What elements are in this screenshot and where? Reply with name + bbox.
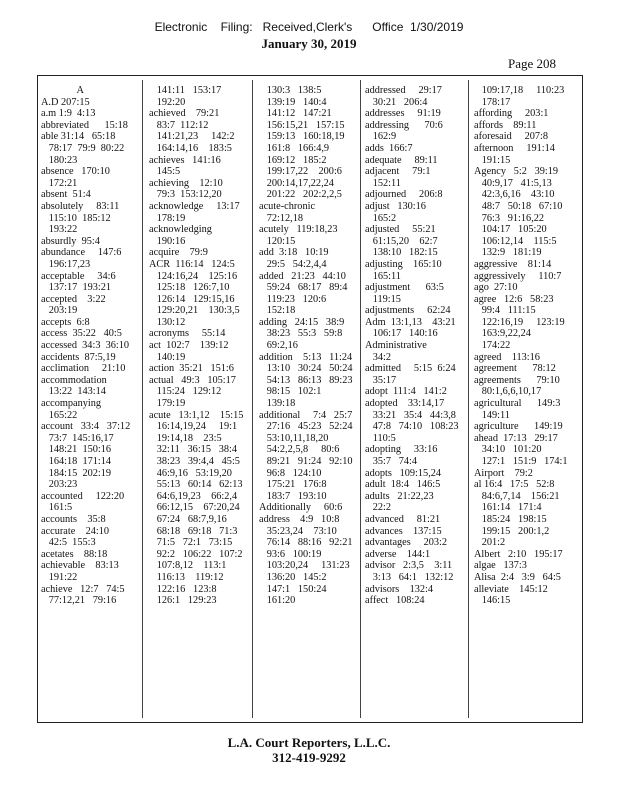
- index-entry-line: achieves 141:16: [149, 154, 221, 166]
- index-entry-line: 55:13 60:14 62:13: [149, 479, 243, 491]
- index-entry-line: 141:21,23 142:2: [149, 131, 235, 143]
- index-entry-line: 47:8 74:10 108:23: [365, 421, 459, 433]
- index-entry-line: alleviate 145:12: [474, 583, 548, 595]
- index-entry-line: 77:12,21 79:16: [41, 595, 117, 607]
- index-entry-line: achieve 12:7 74:5: [41, 583, 125, 595]
- index-entry-line: Agency 5:2 39:19: [474, 166, 559, 178]
- index-entry-line: 178:19: [149, 212, 186, 224]
- index-entry-line: 203:23: [41, 479, 78, 491]
- index-entry-line: 148:21 150:16: [41, 444, 112, 456]
- index-entry-line: abundance 147:6: [41, 247, 122, 259]
- index-entry-line: adverse 144:1: [365, 548, 431, 560]
- index-entry-line: adopt 111:4 141:2: [365, 386, 447, 398]
- index-entry-line: 175:21 176:8: [259, 479, 327, 491]
- index-entry-line: ago 27:10: [474, 282, 518, 294]
- index-column-4: [365, 85, 461, 607]
- index-entry-line: 83:7 112:12: [149, 119, 209, 131]
- index-entry-line: 115:10 185:12: [41, 212, 111, 224]
- index-entry-line: acquire 79:9: [149, 247, 208, 259]
- index-entry-line: achieving 12:10: [149, 177, 223, 189]
- index-entry-line: 152:18: [259, 305, 296, 317]
- index-entry-line: 35:7 74:4: [365, 456, 418, 467]
- column-divider: [252, 80, 253, 718]
- page-number: Page 208: [508, 56, 557, 71]
- index-entry-line: acute 13:1,12 15:15: [149, 409, 244, 421]
- index-entry-line: achieved 79:21: [149, 108, 220, 120]
- index-entry-line: 201:2: [474, 537, 506, 549]
- index-entry-line: 35:23,24 73:10: [259, 525, 337, 537]
- index-entry-line: adequate 89:11: [365, 154, 438, 166]
- index-entry-line: 68:18 69:18 71:3: [149, 525, 238, 537]
- index-entry-line: admitted 5:15 6:24: [365, 363, 456, 375]
- index-column-1: [41, 85, 137, 607]
- index-entry-line: 78:17 79:9 80:22: [41, 142, 125, 154]
- index-entry-line: adjustments 62:24: [365, 305, 451, 317]
- index-entry-line: 201:22 202:2,2,5: [259, 189, 342, 201]
- index-entry-line: 130:12: [149, 316, 186, 328]
- index-entry-line: adopting 33:16: [365, 444, 438, 456]
- index-entry-line: absurdly 95:4: [41, 235, 100, 247]
- index-entry-line: 191:22: [41, 571, 78, 583]
- index-entry-line: 48:7 50:18 67:10: [474, 200, 563, 212]
- index-entry-line: 110:5: [365, 432, 396, 444]
- index-entry-line: 84:6,7,14 156:21: [474, 490, 560, 502]
- index-entry-line: 169:12 185:2: [259, 154, 327, 166]
- index-entry-line: 161:8 166:4,9: [259, 142, 330, 154]
- index-entry-line: affect 108:24: [365, 595, 425, 607]
- column-divider: [142, 80, 143, 718]
- index-entry-line: 89:21 91:24 92:10: [259, 456, 353, 467]
- index-entry-line: 203:19: [41, 305, 78, 317]
- index-entry-line: 132:9 181:19: [474, 247, 542, 259]
- index-entry-line: 156:15,21 157:15: [259, 119, 345, 131]
- index-entry-line: accidents 87:5,19: [41, 351, 116, 363]
- index-entry-line: 185:24 198:15: [474, 513, 547, 525]
- footer-phone: 312-419-9292: [272, 750, 346, 765]
- index-entry-line: accounted 122:20: [41, 490, 125, 502]
- index-entry-line: act 102:7 139:12: [149, 340, 229, 352]
- index-entry-line: Airport 79:2: [474, 467, 533, 479]
- index-entry-line: 13:10 30:24 50:24: [259, 363, 353, 375]
- index-entry-line: 179:19: [149, 398, 186, 410]
- index-entry-line: 67:24 68:7,9,16: [149, 513, 227, 525]
- index-entry-line: accompanying: [41, 398, 102, 410]
- index-entry-line: accounts 35:8: [41, 513, 106, 525]
- index-entry-line: acknowledge 13:17: [149, 200, 240, 212]
- index-entry-line: 164:14,16 183:5: [149, 142, 232, 154]
- index-entry-line: added 21:23 44:10: [259, 270, 346, 282]
- index-entry-line: 42:3,6,16 43:10: [474, 189, 555, 201]
- index-entry-line: 136:20 145:2: [259, 571, 327, 583]
- index-entry-line: 141:12 147:21: [259, 108, 332, 120]
- index-entry-line: aggressive 81:14: [474, 258, 552, 270]
- index-entry-line: adults 21:22,23: [365, 490, 434, 502]
- index-entry-line: 27:16 45:23 52:24: [259, 421, 353, 433]
- index-entry-line: 129:20,21 130:3,5: [149, 305, 240, 317]
- index-entry-line: 125:18 126:7,10: [149, 282, 230, 294]
- index-entry-line: 19:14,18 23:5: [149, 432, 222, 444]
- index-entry-line: 64:6,19,23 66:2,4: [149, 490, 238, 502]
- index-entry-line: affords 89:11: [474, 119, 537, 131]
- index-entry-line: acetates 88:18: [41, 548, 108, 560]
- index-entry-line: achievable 83:13: [41, 560, 119, 572]
- index-entry-line: advantages 203:2: [365, 537, 448, 549]
- index-entry-line: 161:14 171:4: [474, 502, 542, 514]
- index-entry-line: acknowledging: [149, 224, 212, 236]
- index-entry-line: 106:12,14 115:5: [474, 235, 557, 247]
- index-entry-line: advances 137:15: [365, 525, 442, 537]
- index-entry-line: 141:11 153:17: [149, 85, 222, 96]
- index-entry-line: 174:22: [474, 340, 511, 352]
- index-entry-line: 73:7 145:16,17: [41, 432, 114, 444]
- index-entry-line: 184:15 202:19: [41, 467, 112, 479]
- index-entry-line: A: [41, 85, 84, 96]
- index-entry-line: 192:20: [149, 96, 186, 108]
- index-entry-line: 38:23 39:4,4 45:5: [149, 456, 240, 467]
- index-entry-line: 106:17 140:16: [365, 328, 438, 340]
- index-entry-line: 199:17,22 200:6: [259, 166, 342, 178]
- index-entry-line: 116:13 119:12: [149, 571, 224, 583]
- index-entry-line: 33:21 35:4 44:3,8: [365, 409, 456, 421]
- index-entry-line: accepts 6:8: [41, 316, 90, 328]
- index-entry-line: 72:12,18: [259, 212, 304, 224]
- index-entry-line: actual 49:3 105:17: [149, 374, 236, 386]
- filing-stamp-line: Electronic Filing: Received,Clerk's Office 1/30/2019: [154, 20, 464, 34]
- index-entry-line: 130:3 138:5: [259, 85, 322, 96]
- index-entry-line: 119:23 120:6: [259, 293, 327, 305]
- index-entry-line: adopts 109:15,24: [365, 467, 442, 479]
- index-entry-line: 196:17,23: [41, 258, 91, 270]
- index-entry-line: 3:13 64:1 132:12: [365, 571, 454, 583]
- index-entry-line: 96:8 124:10: [259, 467, 322, 479]
- index-entry-line: address 4:9 10:8: [259, 513, 340, 525]
- index-entry-line: adjacent 79:1: [365, 166, 431, 178]
- index-entry-line: 42:5 155:3: [41, 537, 96, 549]
- index-entry-line: 119:15: [365, 293, 401, 305]
- index-entry-line: Additionally 60:6: [259, 502, 343, 514]
- index-entry-line: 53:10,11,18,20: [259, 432, 329, 444]
- index-entry-line: 76:14 88:16 92:21: [259, 537, 353, 549]
- index-entry-line: acronyms 55:14: [149, 328, 226, 340]
- index-entry-line: agreements 79:10: [474, 374, 560, 386]
- index-entry-line: A.D 207:15: [41, 96, 90, 108]
- index-entry-line: adjustment 63:5: [365, 282, 444, 294]
- index-entry-line: adds 166:7: [365, 142, 413, 154]
- index-entry-line: 126:1 129:23: [149, 595, 217, 607]
- index-entry-line: acceptable 34:6: [41, 270, 116, 282]
- index-entry-line: 161:5: [41, 502, 73, 514]
- index-entry-line: acute-chronic: [259, 200, 316, 212]
- index-entry-line: adjusting 165:10: [365, 258, 442, 270]
- index-entry-line: 79:3 153:12,20: [149, 189, 222, 201]
- index-entry-line: 99:4 111:15: [474, 305, 536, 317]
- index-entry-line: addressed 29:17: [365, 85, 442, 96]
- index-entry-line: adjust 130:16: [365, 200, 426, 212]
- index-entry-line: 164:18 171:14: [41, 456, 112, 467]
- index-entry-line: 109:17,18 110:23: [474, 85, 565, 96]
- index-entry-line: 139:18: [259, 398, 296, 410]
- index-entry-line: ACR 116:14 124:5: [149, 258, 235, 270]
- index-entry-line: 163:9,22,24: [474, 328, 531, 340]
- index-entry-line: 145:5: [149, 166, 181, 178]
- index-entry-line: 76:3 91:16,22: [474, 212, 545, 224]
- index-entry-line: agricultural 149:3: [474, 398, 561, 410]
- index-entry-line: 165:11: [365, 270, 401, 282]
- index-entry-line: 59:24 68:17 89:4: [259, 282, 348, 294]
- index-entry-line: algae 137:3: [474, 560, 527, 572]
- index-entry-line: 180:23: [41, 154, 78, 166]
- index-entry-line: 193:22: [41, 224, 78, 236]
- column-divider: [360, 80, 361, 718]
- index-entry-line: 178:17: [474, 96, 511, 108]
- index-entry-line: 54:2,2,5,8 80:6: [259, 444, 340, 456]
- index-entry-line: Adm 13:1,13 43:21: [365, 316, 456, 328]
- index-entry-line: 66:12,15 67:20,24: [149, 502, 240, 514]
- index-entry-line: 38:23 55:3 59:8: [259, 328, 343, 340]
- index-entry-line: 165:22: [41, 409, 78, 421]
- index-entry-line: 139:19 140:4: [259, 96, 327, 108]
- index-entry-line: 16:14,19,24 19:1: [149, 421, 238, 433]
- index-entry-line: 200:14,17,22,24: [259, 177, 334, 189]
- index-entry-line: 13:22 143:14: [41, 386, 106, 398]
- index-entry-line: aforesaid 207:8: [474, 131, 549, 143]
- index-entry-line: 122:16 123:8: [149, 583, 217, 595]
- index-entry-line: add 3:18 10:19: [259, 247, 329, 259]
- index-entry-line: 149:11: [474, 409, 510, 421]
- index-entry-line: 146:15: [474, 595, 511, 607]
- index-entry-line: 29:5 54:2,4,4: [259, 258, 327, 270]
- index-entry-line: accessed 34:3 36:10: [41, 340, 130, 352]
- index-entry-line: agreed 113:16: [474, 351, 540, 363]
- index-entry-line: 107:8,12 113:1: [149, 560, 227, 572]
- filing-date: January 30, 2019: [261, 36, 357, 51]
- footer-company: L.A. Court Reporters, L.L.C.: [227, 735, 391, 750]
- index-entry-line: 138:10 182:15: [365, 247, 438, 259]
- index-entry-line: Administrative: [365, 340, 427, 352]
- index-entry-line: 159:13 160:18,19: [259, 131, 345, 143]
- index-entry-line: advisors 132:4: [365, 583, 434, 595]
- index-entry-line: 30:21 206:4: [365, 96, 428, 108]
- index-entry-line: account 33:4 37:12: [41, 421, 131, 433]
- index-entry-line: acclimation 21:10: [41, 363, 126, 375]
- index-entry-line: 165:2: [365, 212, 397, 224]
- index-entry-line: absent 51:4: [41, 189, 91, 201]
- index-entry-line: aggressively 110:7: [474, 270, 562, 282]
- index-entry-line: 191:15: [474, 154, 511, 166]
- index-entry-line: 152:11: [365, 177, 401, 189]
- index-entry-line: 46:9,16 53:19,20: [149, 467, 232, 479]
- index-entry-line: 190:16: [149, 235, 186, 247]
- index-entry-line: 32:11 36:15 38:4: [149, 444, 238, 456]
- index-column-2: [149, 85, 245, 607]
- index-entry-line: 71:5 72:1 73:15: [149, 537, 233, 549]
- index-entry-line: 104:17 105:20: [474, 224, 547, 236]
- index-entry-line: 162:9: [365, 131, 397, 143]
- index-entry-line: adult 18:4 146:5: [365, 479, 441, 491]
- index-entry-line: 22:2: [365, 502, 392, 514]
- index-frame: [37, 75, 583, 723]
- index-entry-line: Albert 2:10 195:17: [474, 548, 563, 560]
- index-entry-line: addition 5:13 11:24: [259, 351, 353, 363]
- index-entry-line: 61:15,20 62:7: [365, 235, 438, 247]
- index-entry-line: adding 24:15 38:9: [259, 316, 345, 328]
- column-divider: [468, 80, 469, 718]
- index-entry-line: 93:6 100:19: [259, 548, 322, 560]
- index-entry-line: 124:16,24 125:16: [149, 270, 238, 282]
- index-entry-line: additional 7:4 25:7: [259, 409, 353, 421]
- index-entry-line: 92:2 106:22 107:2: [149, 548, 243, 560]
- index-entry-line: ahead 17:13 29:17: [474, 432, 558, 444]
- index-entry-line: 69:2,16: [259, 340, 298, 352]
- index-entry-line: adopted 33:14,17: [365, 398, 445, 410]
- index-entry-line: adjusted 55:21: [365, 224, 436, 236]
- index-entry-line: 34:2: [365, 351, 392, 363]
- index-entry-line: action 35:21 151:6: [149, 363, 234, 375]
- index-entry-line: afternoon 191:14: [474, 142, 555, 154]
- index-entry-line: agreement 78:12: [474, 363, 556, 375]
- index-entry-line: 127:1 151:9 174:1: [474, 456, 568, 467]
- index-entry-line: abbreviated 15:18: [41, 119, 128, 131]
- index-entry-line: al 16:4 17:5 52:8: [474, 479, 555, 491]
- index-entry-line: agriculture 149:19: [474, 421, 563, 433]
- index-entry-line: 140:19: [149, 351, 186, 363]
- index-entry-line: 35:17: [365, 374, 397, 386]
- index-entry-line: addressing 70:6: [365, 119, 443, 131]
- index-column-5: [474, 85, 570, 607]
- index-entry-line: acutely 119:18,23: [259, 224, 338, 236]
- index-entry-line: accepted 3:22: [41, 293, 106, 305]
- index-entry-line: 183:7 193:10: [259, 490, 327, 502]
- index-entry-line: 98:15 102:1: [259, 386, 322, 398]
- index-entry-line: adjourned 206:8: [365, 189, 443, 201]
- index-entry-line: 120:15: [259, 235, 296, 247]
- index-entry-line: 161:20: [259, 595, 296, 607]
- index-entry-line: a.m 1:9 4:13: [41, 108, 96, 120]
- index-entry-line: 103:20,24 131:23: [259, 560, 350, 572]
- index-entry-line: 122:16,19 123:19: [474, 316, 565, 328]
- index-entry-line: 54:13 86:13 89:23: [259, 374, 353, 386]
- index-entry-line: addresses 91:19: [365, 108, 441, 120]
- index-entry-line: 137:17 193:21: [41, 282, 112, 294]
- index-entry-line: accommodation: [41, 374, 107, 386]
- index-entry-line: advisor 2:3,5 3:11: [365, 560, 453, 572]
- index-entry-line: Alisa 2:4 3:9 64:5: [474, 571, 561, 583]
- index-column-3: [259, 85, 355, 607]
- index-entry-line: access 35:22 40:5: [41, 328, 122, 340]
- index-entry-line: 126:14 129:15,16: [149, 293, 235, 305]
- index-entry-line: absolutely 83:11: [41, 200, 120, 212]
- index-entry-line: 199:15 200:1,2: [474, 525, 550, 537]
- index-entry-line: affording 203:1: [474, 108, 549, 120]
- index-entry-line: accurate 24:10: [41, 525, 110, 537]
- index-entry-line: 80:1,6,6,10,17: [474, 386, 542, 398]
- index-entry-line: 40:9,17 41:5,13: [474, 177, 552, 189]
- index-entry-line: 172:21: [41, 177, 78, 189]
- index-entry-line: 147:1 150:24: [259, 583, 327, 595]
- index-entry-line: able 31:14 65:18: [41, 131, 116, 143]
- index-entry-line: 34:10 101:20: [474, 444, 542, 456]
- index-entry-line: 115:24 129:12: [149, 386, 222, 398]
- index-entry-line: agree 12:6 58:23: [474, 293, 554, 305]
- index-entry-line: advanced 81:21: [365, 513, 441, 525]
- index-entry-line: absence 170:10: [41, 166, 110, 178]
